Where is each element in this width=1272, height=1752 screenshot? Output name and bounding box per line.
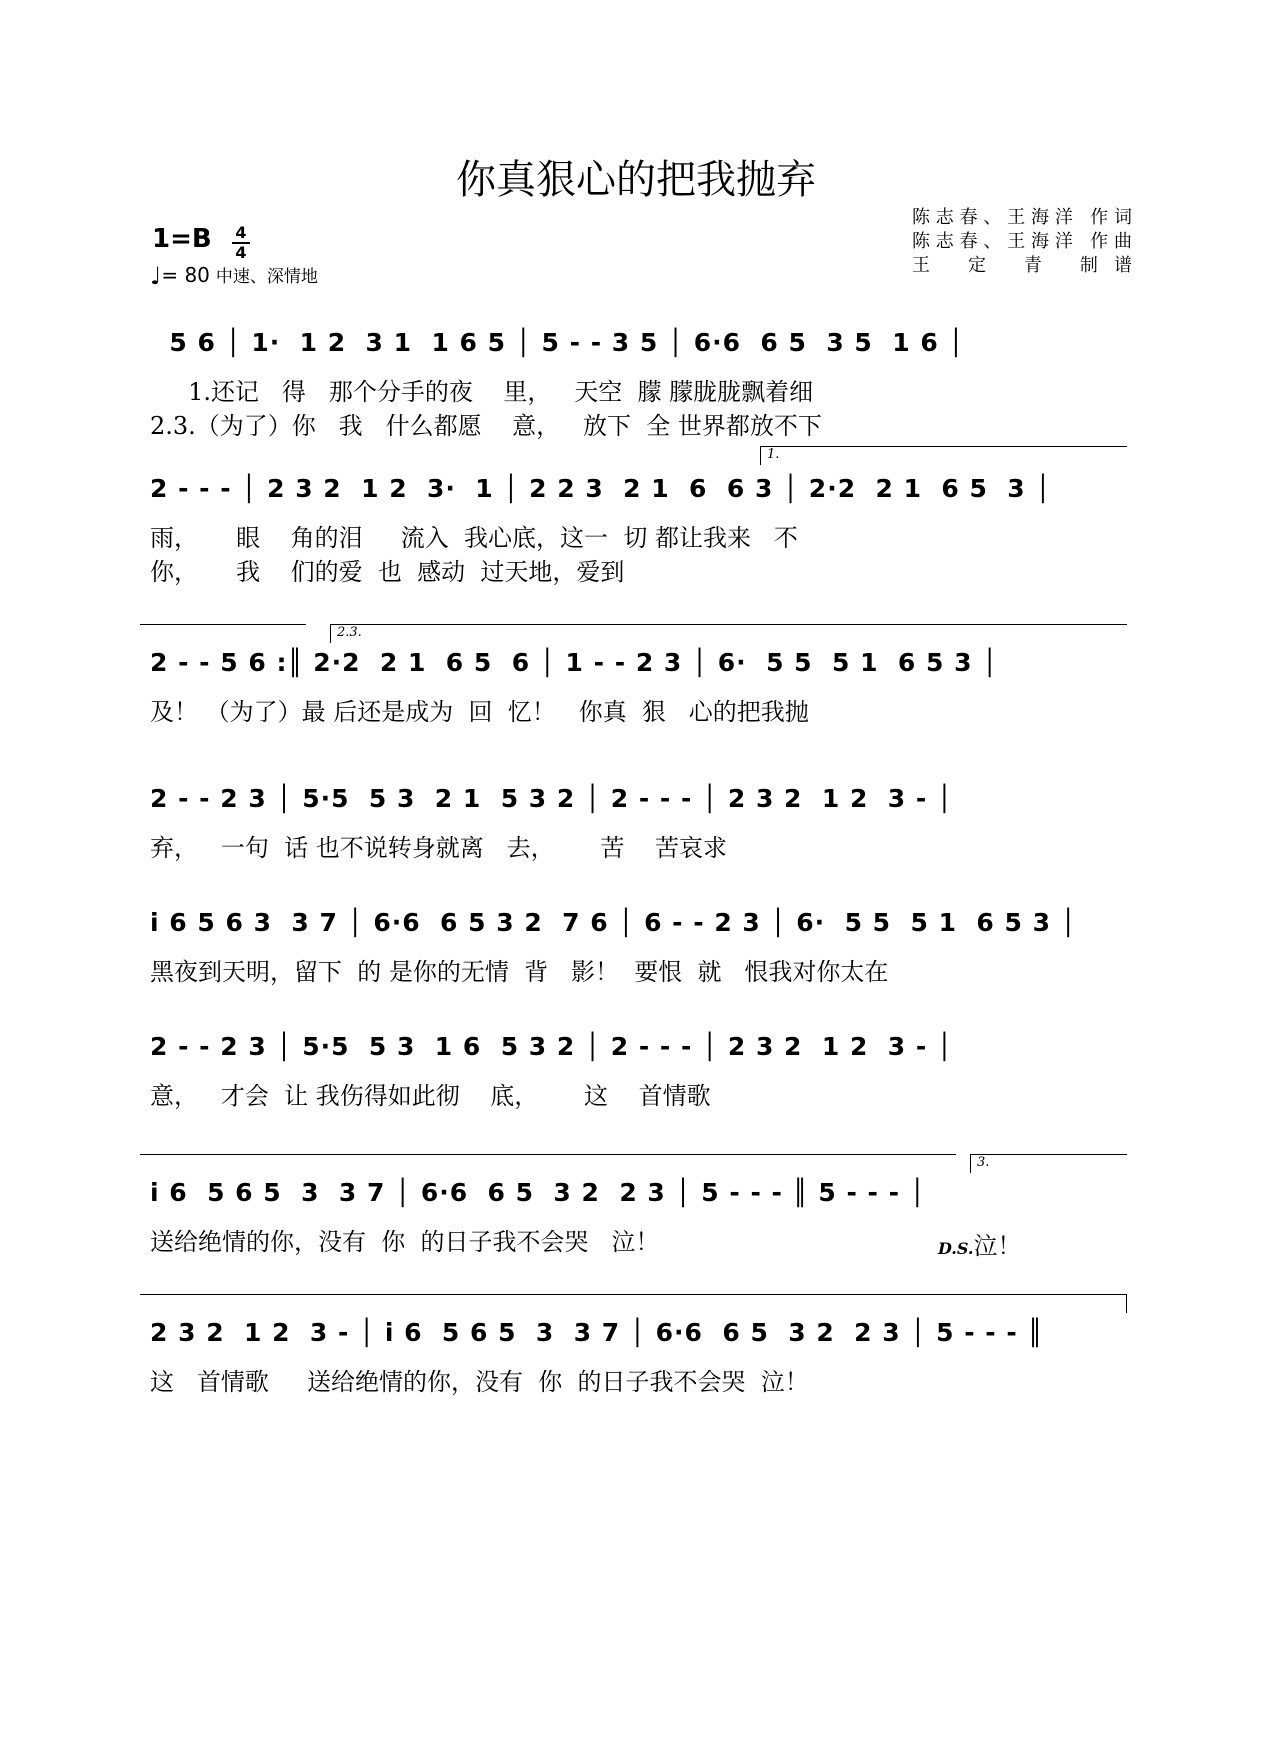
time-signature bbox=[230, 224, 252, 262]
notation-line: 2 - - 2 3 │ 5·5 5 3 1 6 5 3 2 │ 2 - - - │ 2 3 2 1 2 3 - │ bbox=[150, 1032, 953, 1061]
repeat-bracket bbox=[140, 1154, 956, 1173]
lyric-line: 及！ （为了）最 后还是成为 回 忆！ 你真 狠 心的把我抛 bbox=[150, 698, 809, 726]
notation-line: 2 - - - │ 2 3 2 1 2 3· 1 │ 2 2 3 2 1 6 6 3 │ 2·2 2 1 6 5 3 │ bbox=[150, 474, 1052, 503]
lyric-verse-2: 2.3.（为了）你 我 什么都愿 意， 放下 全 世界都放不下 bbox=[150, 412, 822, 440]
notation-line: 2 - - 5 6 :║ 2·2 2 1 6 5 6 │ 1 - - 2 3 │ 6· 5 5 5 1 6 5 3 │ bbox=[150, 648, 999, 677]
dal-segno-marking bbox=[938, 1226, 1021, 1261]
lyric-verse-1: 1.还记 得 那个分手的夜 里， 天空 朦 朦胧胧飘着细 bbox=[150, 378, 814, 406]
ds-label: D.S. bbox=[938, 1239, 974, 1258]
time-signature-top: 4 bbox=[235, 223, 247, 242]
credits bbox=[912, 206, 1132, 278]
ds-lyric: 泣！ bbox=[973, 1232, 1022, 1260]
lyricist-credit: 陈志春、王海洋 作词 bbox=[912, 207, 1132, 228]
notation-line: 2 3 2 1 2 3 - │ i 6 5 6 5 3 3 7 │ 6·6 6 5 3 2 2 3 │ 5 - - - ║ bbox=[150, 1318, 1044, 1347]
lyric-line: 送给绝情的你，没有 你 的日子我不会哭 泣！ bbox=[150, 1228, 660, 1256]
volta-bracket: 1. bbox=[760, 446, 1127, 465]
notation-line: 2 - - 2 3 │ 5·5 5 3 2 1 5 3 2 │ 2 - - - │ 2 3 2 1 2 3 - │ bbox=[150, 784, 953, 813]
lyric-line: 弃， 一句 话 也不说转身就离 去， 苦 苦哀求 bbox=[150, 834, 727, 862]
notation-line: i 6 5 6 5 3 3 7 │ 6·6 6 5 3 2 2 3 │ 5 - - - ║ 5 - - - │ bbox=[150, 1178, 926, 1207]
volta-bracket: 2.3. bbox=[330, 624, 1127, 643]
lyric-verse-2: 你， 我 们的爱 也 感动 过天地，爱到 bbox=[150, 558, 625, 586]
key-signature: 1=B bbox=[152, 224, 212, 254]
tempo-bpm: = 80 bbox=[161, 263, 210, 287]
notation-line: 5 6 │ 1· 1 2 3 1 1 6 5 │ 5 - - 3 5 │ 6·6 6 5 3 5 1 6 │ bbox=[150, 328, 965, 357]
transcriber-credit: 王 定 青 制谱 bbox=[912, 255, 1132, 276]
volta-bracket: 3. bbox=[970, 1154, 1127, 1173]
quarter-note-icon: ♩ bbox=[150, 262, 162, 290]
lyric-line: 意， 才会 让 我伤得如此彻 底， 这 首情歌 bbox=[150, 1082, 711, 1110]
tempo-expression: 中速、深情地 bbox=[215, 267, 318, 287]
lyric-line: 这 首情歌 送给绝情的你，没有 你 的日子我不会哭 泣！ bbox=[150, 1368, 809, 1396]
lyric-line: 黑夜到天明，留下 的 是你的无情 背 影！ 要恨 就 恨我对你太在 bbox=[150, 958, 889, 986]
ending-bracket bbox=[140, 1294, 1127, 1313]
lyric-verse-1: 雨， 眼 角的泪 流入 我心底，这一 切 都让我来 不 bbox=[150, 524, 798, 552]
song-title: 你真狠心的把我抛弃 bbox=[456, 157, 816, 203]
volta-bracket-continued bbox=[140, 624, 306, 643]
notation-line: i 6 5 6 3 3 7 │ 6·6 6 5 3 2 7 6 │ 6 - - 2 3 │ 6· 5 5 5 1 6 5 3 │ bbox=[150, 908, 1077, 937]
time-signature-bottom: 4 bbox=[235, 243, 247, 262]
tempo-marking bbox=[150, 262, 318, 290]
composer-credit: 陈志春、王海洋 作曲 bbox=[912, 231, 1132, 252]
